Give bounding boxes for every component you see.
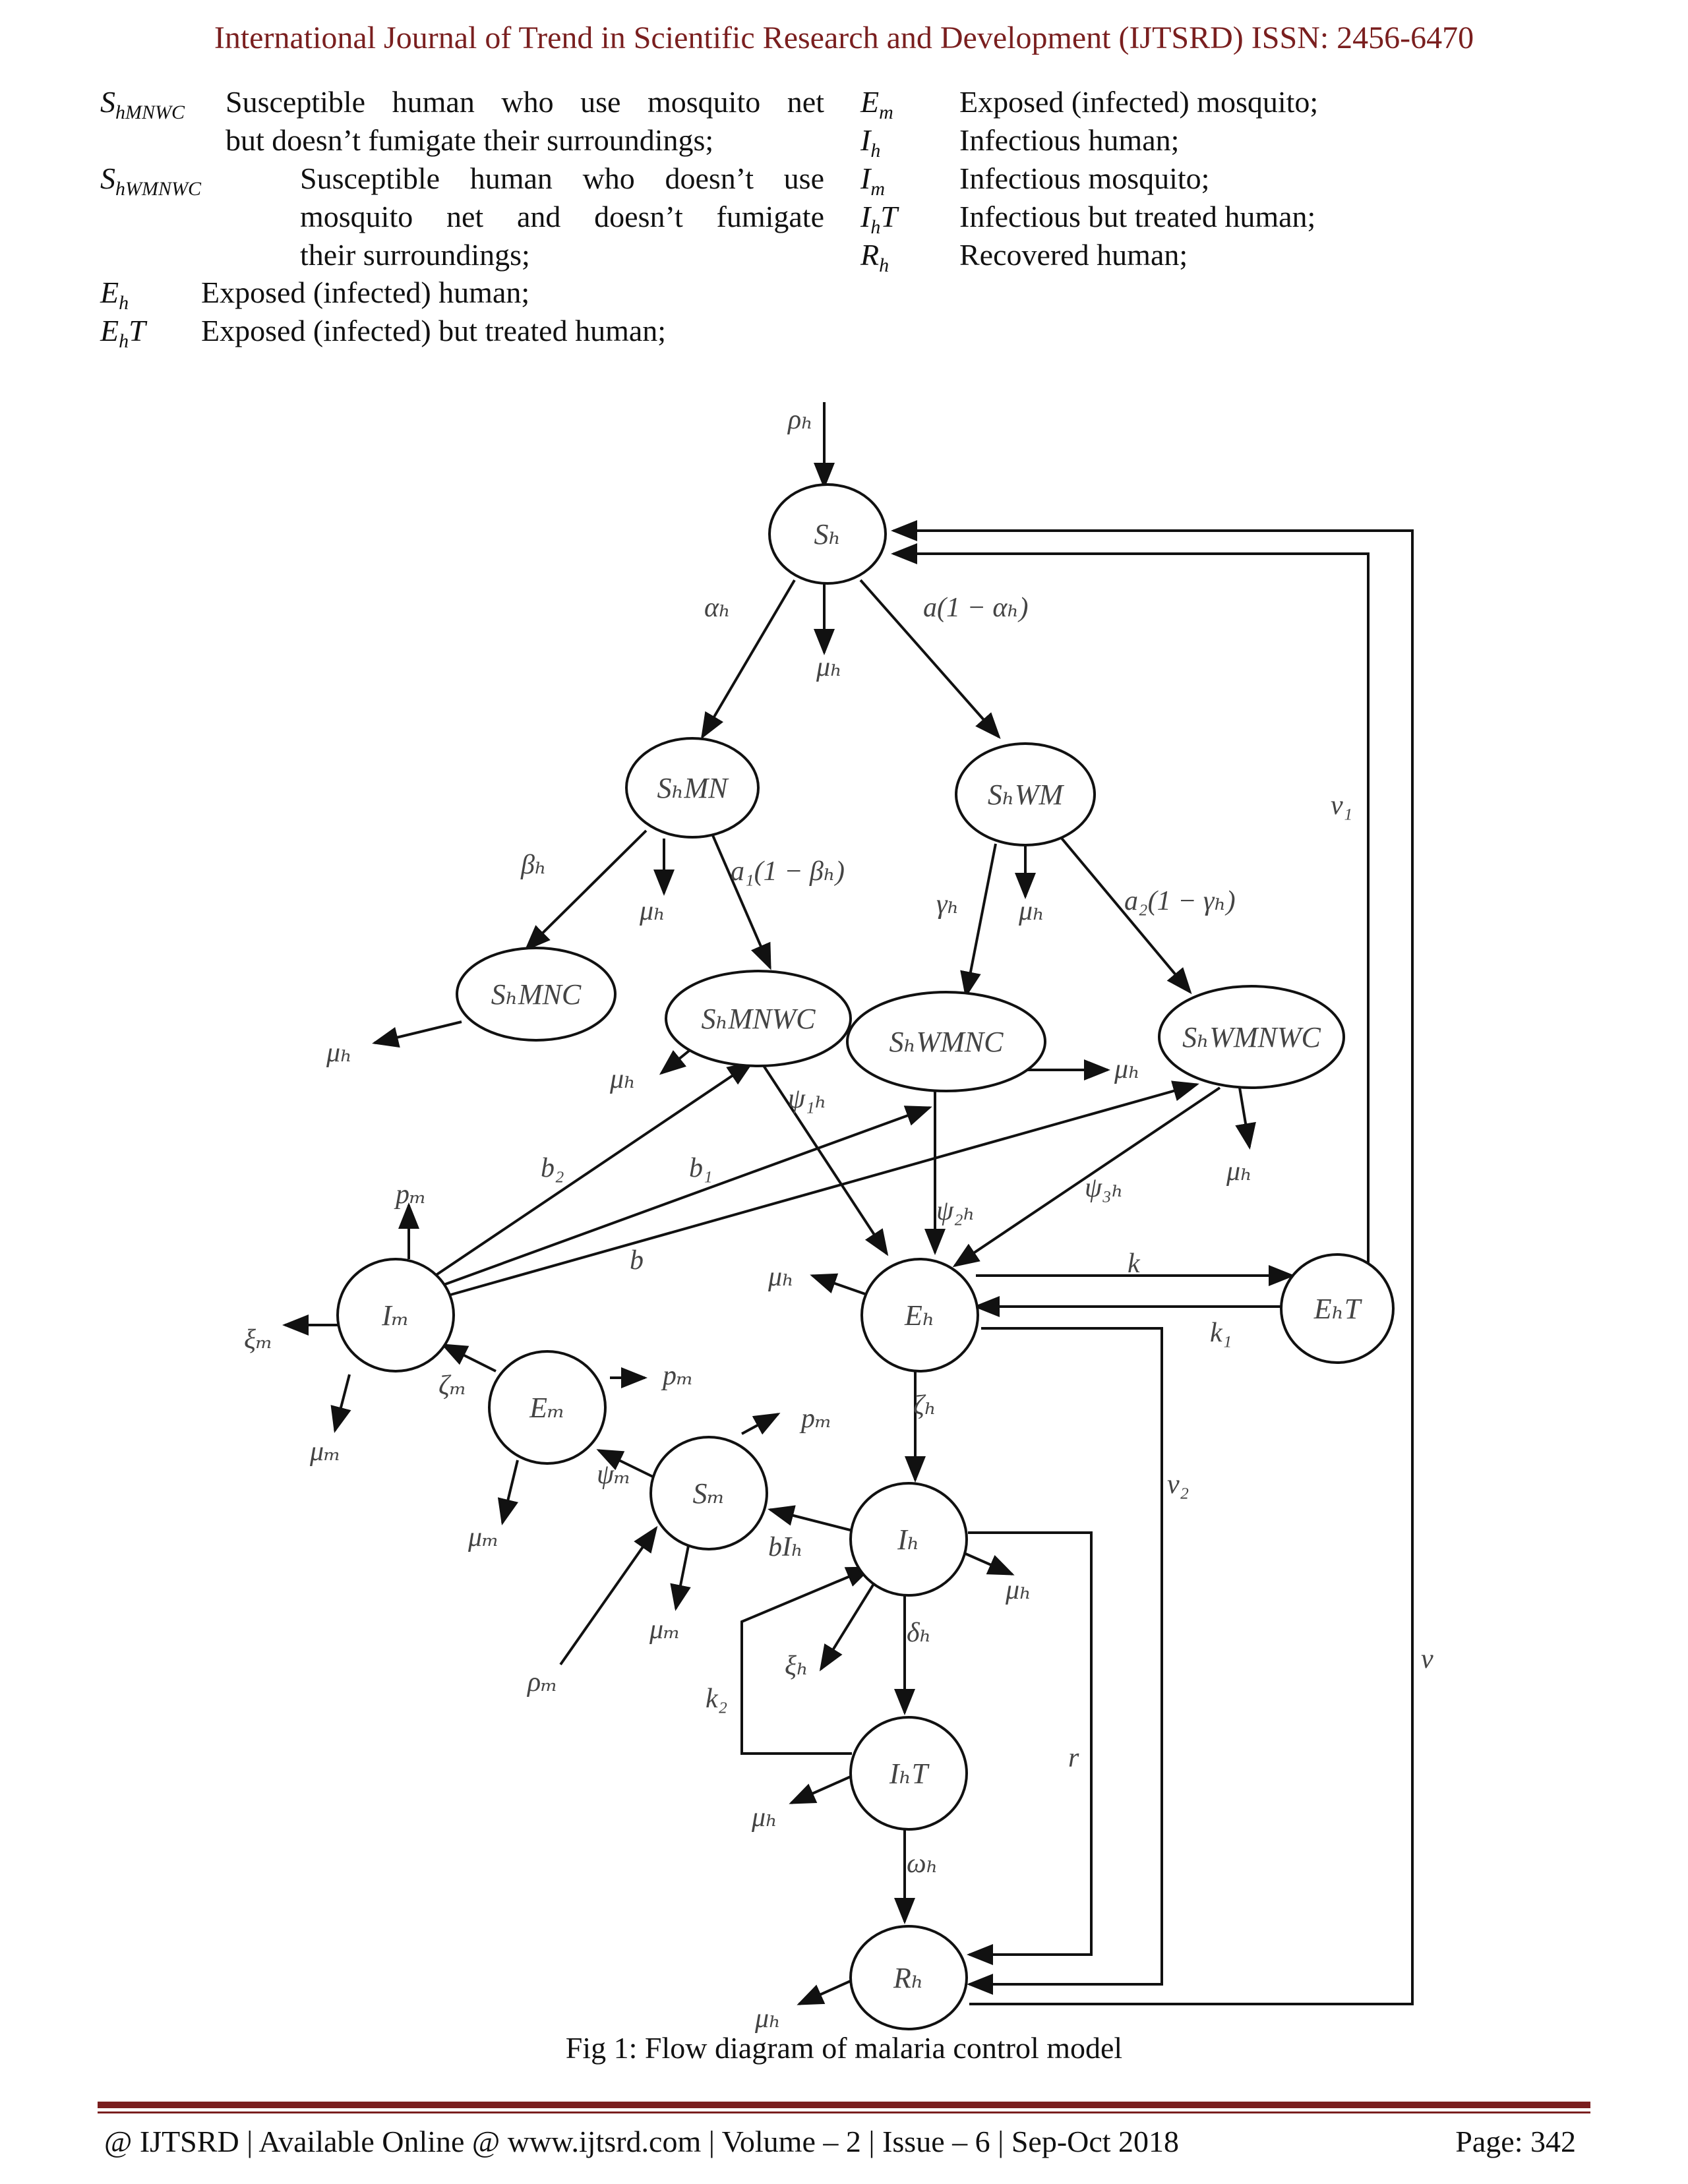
rate-xi-h: ξₕ: [785, 1651, 809, 1681]
rate-mu-h-rh: μₕ: [755, 2003, 781, 2034]
glossary-def-shmnwc: Susceptible human who use mosquito net but doesn’t fumigate their surroundings;: [226, 85, 824, 157]
label-shwmnc: SₕWMNC: [889, 1026, 1004, 1058]
label-ih: Iₕ: [897, 1523, 920, 1556]
glossary-symbol-rh: $R_h$: [860, 238, 889, 277]
rate-alpha-h: αₕ: [704, 593, 731, 623]
footer-citation: @ IJTSRD | Available Online @ www.ijtsrd.com | Volume – 2 | Issue – 6 | Sep-Oct 2018: [104, 2125, 1180, 2158]
glossary-def-eht: Exposed (infected) but treated human;: [201, 314, 667, 347]
arrow-em-to-im: [443, 1345, 496, 1371]
rate-p-m-em: pₘ: [663, 1361, 694, 1391]
rate-omega-h: ωₕ: [907, 1848, 938, 1879]
rate-k: k: [1128, 1249, 1140, 1279]
arrow-rho-m-to-sm: [560, 1528, 656, 1665]
rate-zeta-m: ζₘ: [438, 1371, 467, 1401]
rate-b1: b₁: [689, 1153, 713, 1183]
arrow-sm-pm: [742, 1414, 778, 1434]
rate-mu-h-shmnwc: μₕ: [610, 1064, 636, 1094]
arrow-eh-death: [812, 1276, 869, 1295]
label-im: Iₘ: [382, 1299, 409, 1332]
rate-mu-m-em: μₘ: [468, 1522, 499, 1552]
rate-mu-h-shmnc: μₕ: [326, 1038, 353, 1068]
label-shwmnwc: SₕWMNWC: [1182, 1021, 1321, 1053]
glossary-def-shwmnwc: Susceptible human who doesn’t use mosquito net and doesn’t fumigate their surroundings;: [300, 162, 824, 272]
rate-psi1: ψ₁ₕ: [788, 1084, 827, 1114]
arrow-rh-death: [799, 1981, 851, 2004]
arrow-shwm-to-shwmnc: [966, 844, 996, 995]
glossary-symbol-eh: $E_h$: [100, 276, 129, 314]
glossary-def-iht: Infectious but treated human;: [959, 200, 1316, 233]
label-shmnc: SₕMNC: [491, 978, 582, 1011]
arrow-ih-xi: [821, 1581, 876, 1669]
arrow-shmn-to-shmnwc: [712, 834, 770, 968]
rate-rho-h: ρₕ: [788, 405, 814, 435]
rate-r: r: [1068, 1743, 1079, 1773]
malaria-flow-diagram: [0, 369, 1688, 2034]
footer-rule-thick: [98, 2102, 1590, 2108]
glossary-symbol-iht: $I_hT$: [860, 200, 897, 239]
rate-mu-h-shwm: μₕ: [1019, 896, 1045, 926]
rate-gamma-h: γₕ: [936, 889, 959, 920]
rate-b: b: [630, 1245, 644, 1276]
rate-mu-h-ih: μₕ: [1006, 1575, 1032, 1605]
label-sm: Sₘ: [692, 1477, 725, 1510]
rate-a-1-minus-alpha: a(1 − αₕ): [923, 593, 1029, 623]
glossary-symbol-ih: $I_h$: [860, 123, 881, 162]
arrow-im-death: [335, 1374, 349, 1431]
glossary-symbol-em: $E_m$: [860, 85, 893, 124]
arrow-ih-death: [963, 1552, 1012, 1574]
glossary-def-eh: Exposed (infected) human;: [201, 276, 530, 309]
rate-mu-m-im: μₘ: [310, 1436, 341, 1467]
label-rh: Rₕ: [893, 1962, 924, 1994]
glossary-symbol-shwmnwc: $S_{hWMNWC}$: [100, 162, 201, 200]
glossary-symbol-im: $I_m$: [860, 162, 885, 200]
rate-psi3: ψ₃ₕ: [1085, 1173, 1124, 1203]
footer-rule-thin: [98, 2111, 1590, 2113]
arrow-em-death: [502, 1460, 518, 1523]
rate-rho-m: ρₘ: [528, 1667, 558, 1697]
glossary-symbol-eht: $E_hT$: [100, 314, 146, 353]
arrow-shmnc-death: [375, 1022, 462, 1043]
arrow-im-b1: [442, 1107, 930, 1285]
rate-a2-1-minus-gamma: a₂(1 − γₕ): [1124, 886, 1236, 916]
rate-mu-h-eh: μₕ: [768, 1262, 795, 1292]
rate-v: v: [1421, 1644, 1433, 1674]
arrow-sm-death: [676, 1543, 689, 1608]
rate-psi2: ψ₂ₕ: [936, 1196, 975, 1226]
arrow-ih-to-sm: [770, 1510, 860, 1533]
glossary-def-ih: Infectious human;: [959, 123, 1180, 157]
label-sh: Sₕ: [814, 518, 841, 550]
rate-p-m-sm: pₘ: [801, 1403, 832, 1434]
rate-beta-h: βₕ: [521, 850, 547, 880]
rate-v2: v₂: [1167, 1469, 1190, 1500]
label-shmn: SₕMN: [657, 772, 728, 804]
rate-a1-1-minus-beta: a₁(1 − βₕ): [731, 856, 845, 887]
glossary-def-em: Exposed (infected) mosquito;: [959, 85, 1319, 119]
arrow-shmnwc-death: [661, 1048, 692, 1073]
arrow-iht-death: [791, 1777, 851, 1803]
rate-mu-h-shmn: μₕ: [640, 896, 666, 926]
label-shmnwc: SₕMNWC: [701, 1003, 816, 1035]
rate-k2: k₂: [706, 1684, 728, 1714]
arrow-eh-to-rh-v2: [969, 1328, 1162, 1984]
rate-delta-h: δₕ: [907, 1618, 932, 1648]
label-iht: IₕT: [889, 1757, 928, 1790]
rate-b2: b₂: [541, 1153, 564, 1183]
arrow-shmn-to-shmnc: [526, 831, 646, 949]
rate-k1: k₁: [1210, 1318, 1232, 1348]
rate-b-ih: bIₕ: [768, 1532, 804, 1562]
rate-mu-h-shwmnc: μₕ: [1114, 1054, 1141, 1084]
label-eh: Eₕ: [905, 1299, 935, 1332]
label-eht: EₕT: [1313, 1293, 1361, 1325]
rate-xi-m: ξₘ: [244, 1324, 273, 1355]
arrow-eht-to-sh-v1: [893, 554, 1368, 1282]
rate-mu-m-sm: μₘ: [649, 1614, 680, 1645]
journal-header: International Journal of Trend in Scientific Research and Development (IJTSRD) ISSN: 2456-6470: [214, 20, 1474, 55]
page-number: Page: 342: [1455, 2125, 1576, 2158]
rate-psi-m: ψₘ: [597, 1460, 631, 1490]
rate-mu-h-shwmnwc: μₕ: [1226, 1156, 1253, 1187]
rate-p-m-im: pₘ: [396, 1179, 427, 1210]
figure-caption: Fig 1: Flow diagram of malaria control model: [565, 2031, 1123, 2065]
glossary-symbol-shmnwc: $S_{hMNWC}$: [100, 85, 185, 124]
glossary-def-rh: Recovered human;: [959, 238, 1188, 272]
rate-zeta-h: ζₕ: [913, 1390, 937, 1421]
glossary-def-im: Infectious mosquito;: [959, 162, 1210, 195]
label-em: Eₘ: [529, 1392, 565, 1424]
label-shwm: SₕWM: [987, 779, 1064, 811]
arrow-shwmnwc-death: [1240, 1088, 1250, 1147]
rate-v1: v₁: [1331, 790, 1353, 821]
rate-mu-h-iht: μₕ: [752, 1802, 778, 1833]
rate-mu-h-sh: μₕ: [816, 652, 843, 682]
